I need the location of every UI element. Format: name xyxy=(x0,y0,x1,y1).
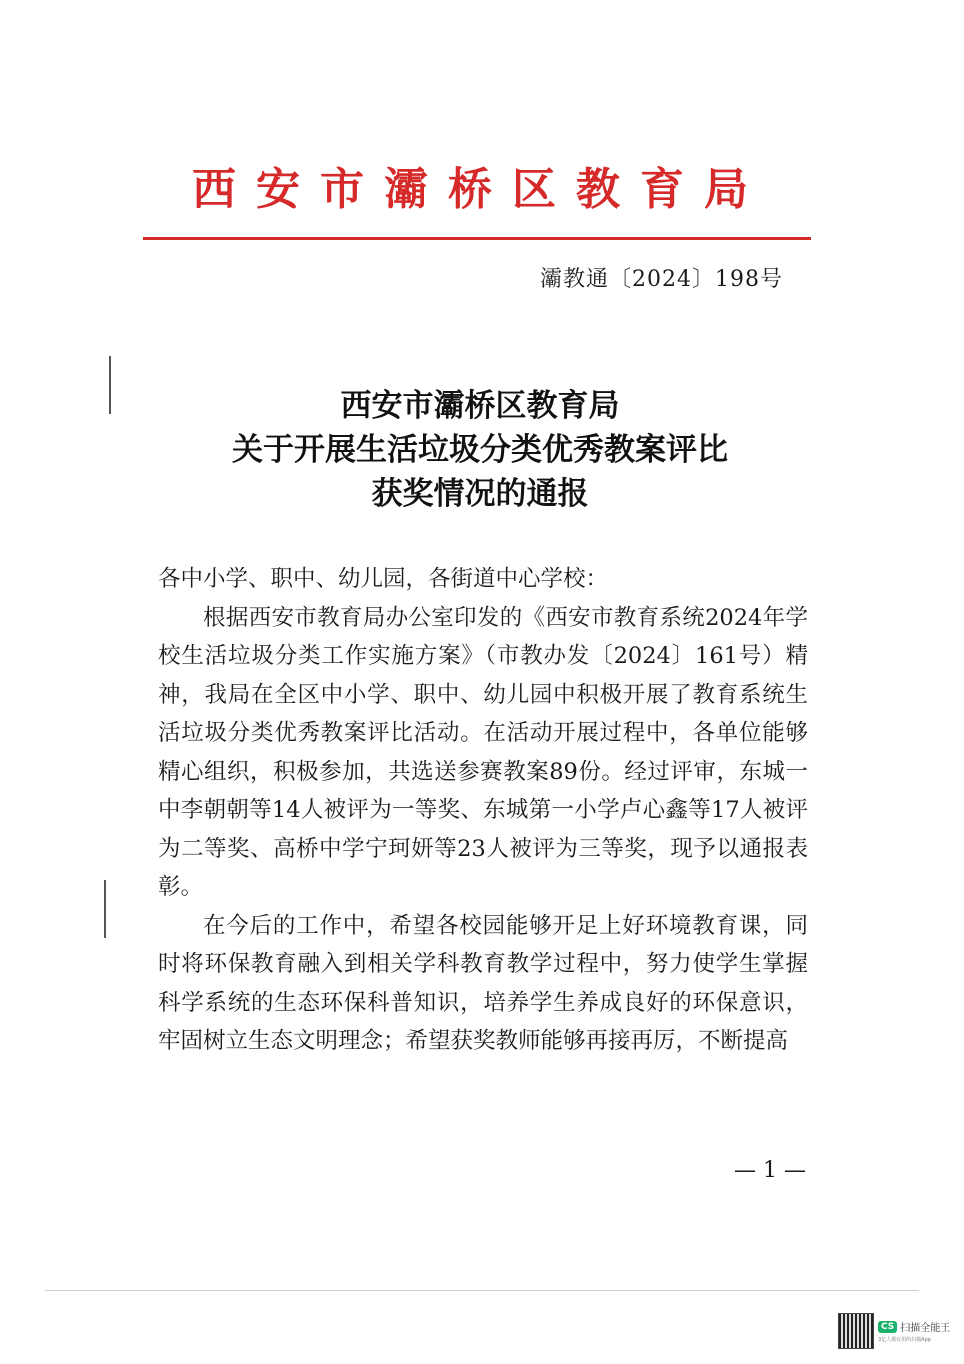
watermark-brand-row xyxy=(878,1319,950,1334)
scan-artifact-mark xyxy=(104,880,106,938)
notice-title-line: 获奖情况的通报 xyxy=(371,476,589,512)
scan-artifact-mark xyxy=(109,356,111,414)
body-paragraph: 在今后的工作中，希望各校园能够开足上好环境教育课，同时将环保教育融入到相关学科教育教学过程中，努力使学生掌握科学系统的生态环保科普知识，培养学生养成良好的环保意识，牢固树立生态文明理念；希望获奖教师能够再接再厉，不断提高 xyxy=(158,912,808,1054)
watermark-brand: 扫描全能王 xyxy=(900,1323,951,1334)
watermark-text xyxy=(878,1319,950,1343)
salutation: 各中小学、职中、幼儿园，各街道中心学校： xyxy=(158,566,609,592)
letterhead-red-rule xyxy=(143,237,811,240)
letterhead-title: 西安市灞桥区教育局 xyxy=(192,164,768,215)
notice-title-line: 西安市灞桥区教育局 xyxy=(340,388,620,424)
watermark-tagline: 3亿人都在用的扫描App xyxy=(878,1337,931,1343)
qr-code-icon xyxy=(838,1313,874,1349)
document-number: 灞教通〔2024〕198号 xyxy=(540,267,783,292)
notice-body xyxy=(158,560,808,1061)
notice-title xyxy=(140,384,820,516)
scan-edge-line xyxy=(45,1290,919,1291)
page-number: — 1 — xyxy=(734,1158,806,1183)
scanner-watermark xyxy=(838,1310,952,1352)
body-paragraph: 根据西安市教育局办公室印发的《西安市教育系统2024年学校生活垃圾分类工作实施方案》（市教办发〔2024〕161号）精神，我局在全区中小学、职中、幼儿园中积极开展了教育系统生活垃圾分类优秀教案评比活动。在活动开展过程中，各单位能够精心组织，积极参加，共选送参赛教案89份。经过评审，东城一中李朝朝等14人被评为一等奖、东城第一小学卢心鑫等17人被评为二等奖、高桥中学宁珂妍等23人被评为三等奖，现予以通报表彰。 xyxy=(158,604,808,900)
notice-title-line: 关于开展生活垃圾分类优秀教案评比 xyxy=(232,432,728,468)
camscanner-logo-icon: CS xyxy=(878,1321,897,1333)
